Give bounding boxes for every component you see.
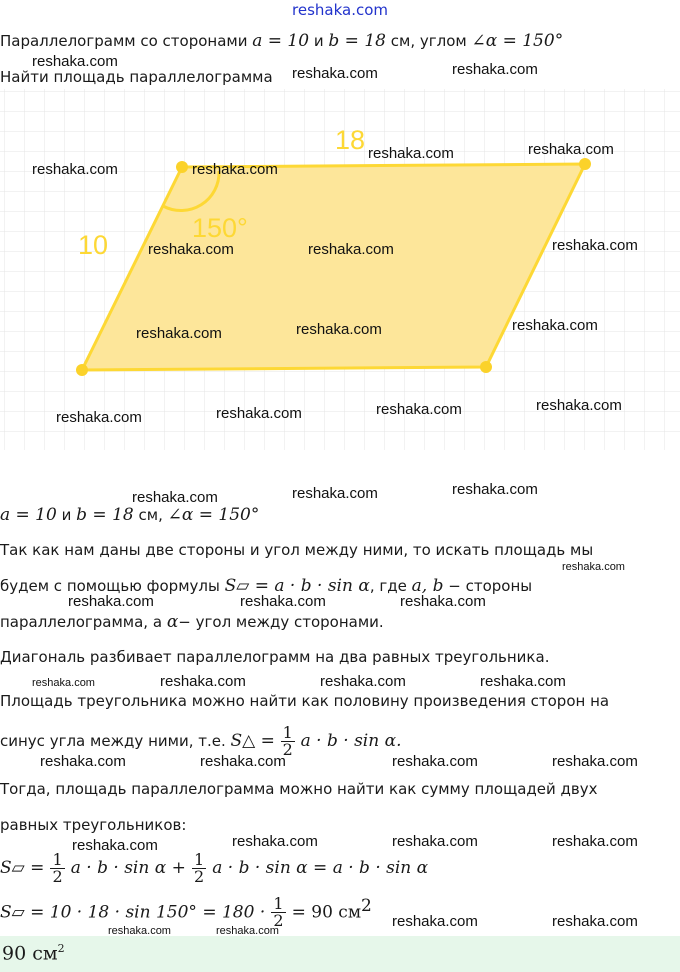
math-b: b = 18 bbox=[328, 31, 386, 51]
math-term: a · b · sin α + bbox=[70, 858, 186, 878]
frac-den: 2 bbox=[282, 740, 293, 759]
watermark: reshaka.com bbox=[392, 913, 478, 930]
unit-text: см, углом bbox=[390, 32, 467, 50]
watermark: reshaka.com bbox=[216, 405, 302, 422]
math-triangle-area: S△ = bbox=[230, 731, 275, 751]
watermark: reshaka.com bbox=[192, 161, 278, 178]
frac-den: 2 bbox=[193, 867, 205, 886]
watermark: reshaka.com bbox=[200, 753, 286, 770]
math-term: a · b · sin α = a · b · sin α bbox=[212, 858, 429, 878]
watermark: reshaka.com bbox=[32, 53, 118, 70]
answer-value: 90 см bbox=[2, 942, 58, 965]
text: параллелограмма, а bbox=[0, 613, 163, 631]
watermark: reshaka.com bbox=[32, 161, 118, 178]
watermark: reshaka.com bbox=[562, 561, 625, 573]
watermark: reshaka.com bbox=[240, 593, 326, 610]
problem-text: Параллелограмм со сторонами bbox=[0, 32, 248, 50]
problem-line-1 bbox=[0, 31, 563, 51]
text: будем с помощью формулы bbox=[0, 577, 220, 595]
watermark: reshaka.com bbox=[216, 925, 279, 937]
watermark: reshaka.com bbox=[160, 673, 246, 690]
side-label-left: 10 bbox=[78, 230, 109, 260]
fraction-half bbox=[50, 852, 64, 885]
math-abs-sin: a · b · sin α. bbox=[300, 731, 402, 751]
watermark: reshaka.com bbox=[68, 593, 154, 610]
watermark: reshaka.com bbox=[552, 913, 638, 930]
watermark: reshaka.com bbox=[32, 677, 95, 689]
watermark: reshaka.com bbox=[552, 237, 638, 254]
unit-text: см, bbox=[138, 506, 163, 524]
watermark: reshaka.com bbox=[528, 141, 614, 158]
watermark: reshaka.com bbox=[40, 753, 126, 770]
watermark: reshaka.com bbox=[292, 65, 378, 82]
math-angle: ∠α = 150° bbox=[167, 505, 260, 525]
watermark: reshaka.com bbox=[452, 61, 538, 78]
watermark: reshaka.com bbox=[552, 833, 638, 850]
site-title[interactable]: reshaka.com bbox=[292, 1, 388, 19]
fraction-half bbox=[192, 852, 206, 885]
watermark: reshaka.com bbox=[452, 481, 538, 498]
watermark: reshaka.com bbox=[72, 837, 158, 854]
math-angle: ∠α = 150° bbox=[471, 31, 564, 51]
frac-num: 1 bbox=[193, 850, 205, 869]
side-label-top: 18 bbox=[335, 125, 366, 155]
problem-line-2: Найти площадь параллелограмма bbox=[0, 68, 273, 86]
answer-box bbox=[0, 936, 680, 972]
watermark: reshaka.com bbox=[136, 325, 222, 342]
watermark: reshaka.com bbox=[400, 593, 486, 610]
equation-2 bbox=[0, 896, 372, 929]
p4-line-2: равных треугольников: bbox=[0, 816, 187, 834]
vertex-top-left bbox=[176, 161, 188, 173]
answer-text bbox=[2, 942, 65, 964]
text: , где bbox=[369, 577, 407, 595]
watermark: reshaka.com bbox=[108, 925, 171, 937]
frac-num: 1 bbox=[273, 894, 284, 914]
frac-den: 2 bbox=[52, 867, 63, 886]
angle-label: 150° bbox=[192, 213, 248, 243]
math-alpha: α bbox=[166, 612, 179, 632]
vertex-top-right bbox=[579, 158, 591, 170]
watermark: reshaka.com bbox=[320, 673, 406, 690]
p2: Диагональ разбивает параллелограмм на два равных треугольника. bbox=[0, 648, 550, 666]
watermark: reshaka.com bbox=[392, 753, 478, 770]
frac-den: 2 bbox=[273, 911, 284, 931]
watermark: reshaka.com bbox=[376, 401, 462, 418]
vertex-bottom-left bbox=[76, 364, 88, 376]
watermark: reshaka.com bbox=[536, 397, 622, 414]
vertex-bottom-right bbox=[480, 361, 492, 373]
watermark: reshaka.com bbox=[232, 833, 318, 850]
watermark: reshaka.com bbox=[512, 317, 598, 334]
watermark: reshaka.com bbox=[148, 241, 234, 258]
math-sq: 2 bbox=[361, 896, 372, 916]
watermark: reshaka.com bbox=[368, 145, 454, 162]
given-line bbox=[0, 505, 259, 525]
watermark: reshaka.com bbox=[292, 485, 378, 502]
watermark: reshaka.com bbox=[132, 489, 218, 506]
math-result: = 90 см bbox=[291, 902, 362, 923]
watermark: reshaka.com bbox=[308, 241, 394, 258]
watermark: reshaka.com bbox=[56, 409, 142, 426]
text: − угол между сторонами. bbox=[178, 613, 384, 631]
text: синус угла между ними, т.е. bbox=[0, 732, 226, 750]
math-b: b = 18 bbox=[76, 505, 134, 525]
formula-parallelogram-area: S▱ = a · b · sin α bbox=[224, 576, 370, 596]
watermark: reshaka.com bbox=[392, 833, 478, 850]
math-a: a = 10 bbox=[252, 31, 310, 51]
frac-num: 1 bbox=[52, 850, 63, 869]
p3-line-1: Площадь треугольника можно найти как половину произведения сторон на bbox=[0, 692, 610, 710]
frac-num: 1 bbox=[282, 723, 293, 742]
math-ab: a, b bbox=[411, 576, 444, 596]
answer-sq: 2 bbox=[57, 942, 65, 955]
math-a: a = 10 bbox=[0, 505, 57, 525]
watermark: reshaka.com bbox=[480, 673, 566, 690]
and-word: и bbox=[61, 506, 72, 524]
p1-line-3 bbox=[0, 612, 384, 632]
text: − стороны bbox=[448, 577, 533, 595]
math-lhs: S▱ = bbox=[0, 858, 45, 878]
equation-1 bbox=[0, 852, 428, 885]
math-lhs: S▱ = 10 · 18 · sin 150° = 180 · bbox=[0, 902, 266, 923]
p1-line-1: Так как нам даны две стороны и угол между ними, то искать площадь мы bbox=[0, 541, 594, 559]
watermark: reshaka.com bbox=[296, 321, 382, 338]
watermark: reshaka.com bbox=[552, 753, 638, 770]
and-word: и bbox=[313, 32, 324, 50]
p4-line-1: Тогда, площадь параллелограмма можно найти как сумму площадей двух bbox=[0, 780, 598, 798]
